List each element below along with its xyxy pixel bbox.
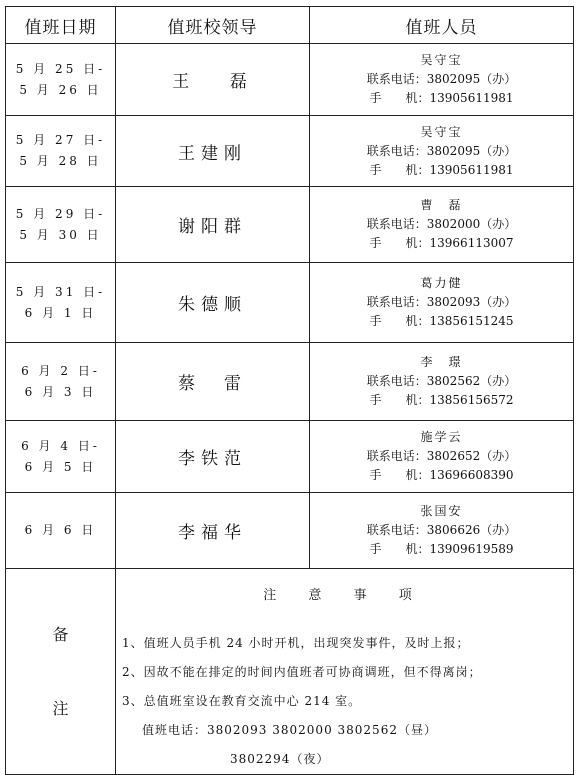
staff-name: 李 璟 [420, 355, 463, 369]
remarks-title: 注 意 事 项 [263, 588, 426, 603]
staff-office-phone: 联系电话：3806626（办） [366, 523, 517, 537]
remarks-label [6, 569, 116, 775]
table-row [6, 493, 574, 569]
duty-date [6, 343, 116, 421]
staff-name: 葛力健 [420, 276, 463, 290]
staff-office-phone: 联系电话：3802095（办） [366, 143, 517, 158]
staff-mobile: 手 机：13856151245 [369, 314, 514, 328]
duty-staff [310, 44, 574, 116]
staff-name: 曹 磊 [420, 198, 463, 212]
remarks-content [116, 569, 574, 775]
duty-date [6, 44, 116, 116]
duty-leader: 王 磊 [116, 44, 310, 116]
date-start: 5 月 29 日- [15, 206, 106, 221]
date-end: 5 月 30 日 [19, 227, 102, 242]
header-row [6, 7, 574, 44]
duty-leader: 李福华 [116, 493, 310, 569]
date-start: 5 月 27 日- [15, 133, 106, 147]
date-end: 6 月 1 日 [24, 305, 97, 320]
duty-date [6, 187, 116, 263]
header-leader: 值班校领导 [116, 7, 310, 44]
staff-mobile: 手 机：13696608390 [369, 468, 514, 482]
date-start: 5 月 31 日- [15, 284, 106, 299]
remark-item-2: 2、因故不能在排定的时间内值班者可协商调班，但不得离岗； [122, 665, 482, 679]
staff-mobile: 手 机：13856156572 [369, 393, 514, 407]
date-end: 5 月 26 日 [19, 82, 102, 97]
staff-name: 张国安 [420, 504, 463, 518]
staff-office-phone: 联系电话：3802093（办） [366, 295, 517, 309]
duty-staff [310, 116, 574, 187]
remark-item-3: 3、总值班室设在教育交流中心 214 室。 [122, 694, 362, 708]
duty-leader: 朱德顺 [116, 263, 310, 343]
staff-name: 吴守宝 [420, 124, 463, 139]
date-end: 6 月 3 日 [24, 384, 97, 399]
duty-staff [310, 187, 574, 263]
table-row [6, 44, 574, 116]
date-end: 6 月 5 日 [24, 459, 97, 474]
duty-schedule-table [5, 6, 573, 773]
duty-date [6, 116, 116, 187]
duty-date [6, 421, 116, 493]
date-start: 6 月 2 日- [21, 363, 100, 378]
remarks-label-char2: 注 [52, 698, 69, 718]
date-start: 6 月 6 日 [24, 523, 97, 537]
duty-staff [310, 493, 574, 569]
date-start: 6 月 4 日- [21, 438, 100, 453]
duty-leader: 谢阳群 [116, 187, 310, 263]
duty-staff [310, 343, 574, 421]
staff-mobile: 手 机：13909619589 [369, 542, 514, 556]
staff-office-phone: 联系电话：3802095（办） [366, 72, 517, 86]
table-row [6, 187, 574, 263]
duty-leader: 蔡 雷 [116, 343, 310, 421]
duty-staff [310, 421, 574, 493]
staff-mobile: 手 机：13966113007 [369, 236, 514, 250]
remark-item-1: 1、值班人员手机 24 小时开机，出现突发事件，及时上报； [122, 636, 470, 650]
table-row [6, 343, 574, 421]
table-row [6, 263, 574, 343]
staff-office-phone: 联系电话：3802000（办） [366, 217, 517, 231]
duty-date [6, 263, 116, 343]
staff-office-phone: 联系电话：3802652（办） [366, 449, 517, 463]
duty-phone-day: 值班电话：3802093 3802000 3802562（昼） [142, 723, 437, 737]
table-row [6, 421, 574, 493]
duty-leader: 王建刚 [116, 116, 310, 187]
duty-leader: 李铁范 [116, 421, 310, 493]
staff-office-phone: 联系电话：3802562（办） [366, 374, 517, 388]
table-row [6, 116, 574, 187]
remarks-label-char1: 备 [52, 624, 69, 644]
staff-mobile: 手 机：13905611981 [369, 162, 514, 177]
date-end: 5 月 28 日 [19, 154, 102, 168]
duty-date [6, 493, 116, 569]
header-staff: 值班人员 [310, 7, 574, 44]
remarks-row [6, 569, 574, 775]
staff-name: 吴守宝 [420, 53, 463, 67]
duty-phone-night: 3802294（夜） [230, 752, 330, 766]
date-start: 5 月 25 日- [15, 61, 106, 76]
staff-name: 施学云 [420, 430, 463, 444]
staff-mobile: 手 机：13905611981 [369, 91, 514, 105]
header-date: 值班日期 [6, 7, 116, 44]
duty-staff [310, 263, 574, 343]
